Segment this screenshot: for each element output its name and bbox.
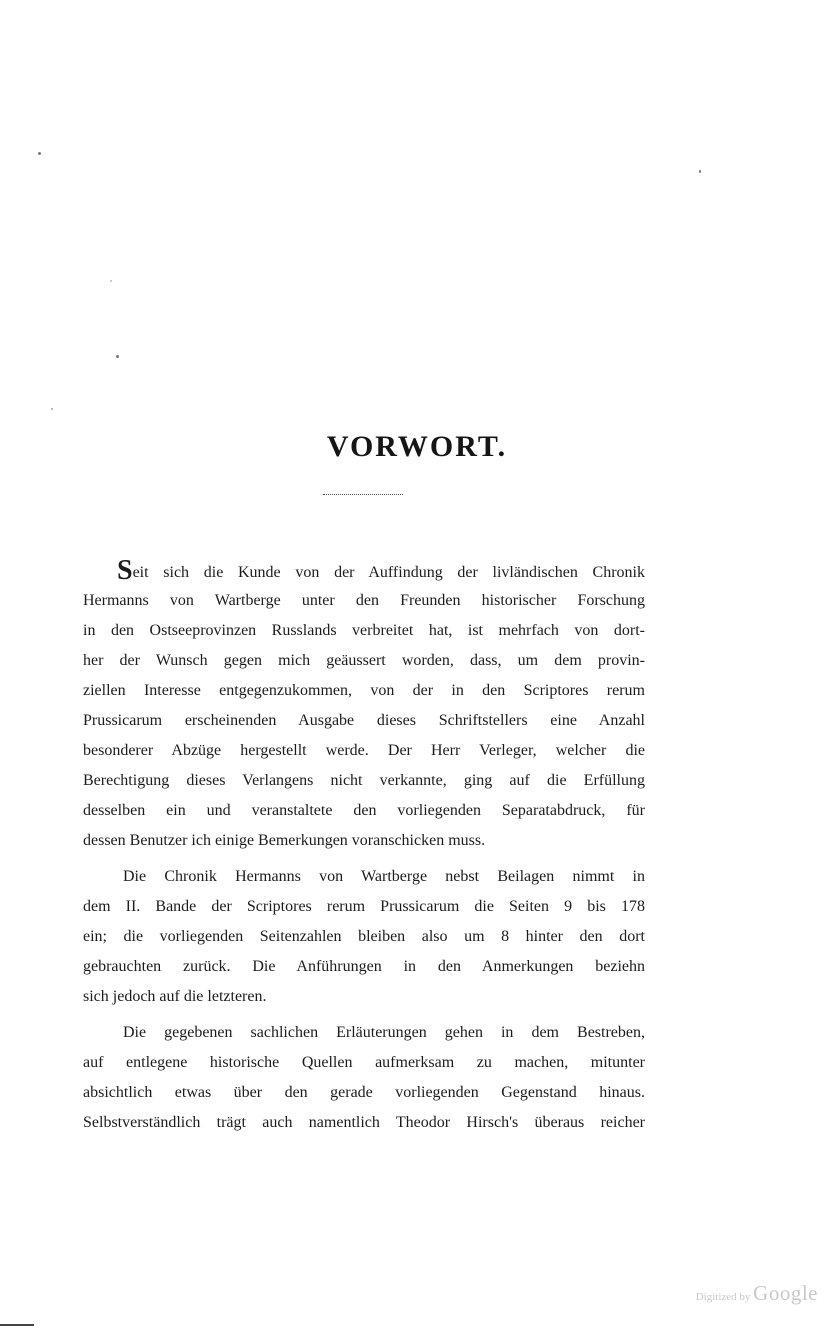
drop-initial: S [117, 556, 133, 586]
scan-speck [51, 408, 53, 410]
text-line: Selbstverständlich trägt auch namentlich Theodor Hirsch's überaus reicher [83, 1114, 645, 1131]
text-line: absichtlich etwas über den gerade vorliegenden Gegenstand hinaus. [83, 1084, 645, 1101]
text-line: Prussicarum erscheinenden Ausgabe dieses Schriftstellers eine Anzahl [83, 712, 645, 729]
text-line: auf entlegene historische Quellen aufmerksam zu machen, mitunter [83, 1054, 645, 1071]
paragraph [83, 1018, 645, 1138]
paragraph [83, 556, 645, 856]
text-line: Berechtigung dieses Verlangens nicht verkannte, ging auf die Erfüllung [83, 772, 645, 789]
text-line: sich jedoch auf die letzteren. [83, 988, 267, 1005]
text-line: dessen Benutzer ich einige Bemerkungen voranschicken muss. [83, 832, 486, 849]
scan-speck [38, 152, 41, 155]
text-line: in den Ostseeprovinzen Russlands verbreitet hat, ist mehrfach von dort- [83, 622, 645, 639]
page-title: VORWORT. [326, 430, 508, 463]
text-line: gebrauchten zurück. Die Anführungen in den Anmerkungen beziehn [83, 958, 645, 975]
text-line: Die gegebenen sachlichen Erläuterungen gehen in dem Bestreben, [123, 1024, 645, 1041]
text-line: ein; die vorliegenden Seitenzahlen bleiben also um 8 hinter den dort [83, 928, 645, 945]
text-line: desselben ein und veranstaltete den vorliegenden Separatabdruck, für [83, 802, 645, 819]
text-line: her der Wunsch gegen mich geäussert worden, dass, um dem provin- [83, 652, 645, 669]
ornamental-rule [323, 494, 403, 495]
preface-body [83, 556, 645, 1138]
watermark-brand: Google [753, 1281, 818, 1305]
text-line: ziellen Interesse entgegenzukommen, von der in den Scriptores rerum [83, 682, 645, 699]
text-line: dem II. Bande der Scriptores rerum Prussicarum die Seiten 9 bis 178 [83, 898, 645, 915]
paragraph [83, 862, 645, 1012]
scan-speck [110, 280, 112, 282]
text-line: Hermanns von Wartberge unter den Freunden historischer Forschung [83, 592, 645, 609]
scan-speck [116, 355, 119, 358]
text-line: Seit sich die Kunde von der Auffindung der livländischen Chronik [117, 556, 645, 586]
scan-edge-mark [0, 1324, 34, 1326]
scan-speck [699, 170, 701, 173]
text-line: Die Chronik Hermanns von Wartberge nebst Beilagen nimmt in [123, 868, 645, 885]
text-line: besonderer Abzüge hergestellt werde. Der Herr Verleger, welcher die [83, 742, 645, 759]
watermark-prefix: Digitized by [695, 1291, 751, 1303]
digitization-watermark [696, 1281, 818, 1306]
